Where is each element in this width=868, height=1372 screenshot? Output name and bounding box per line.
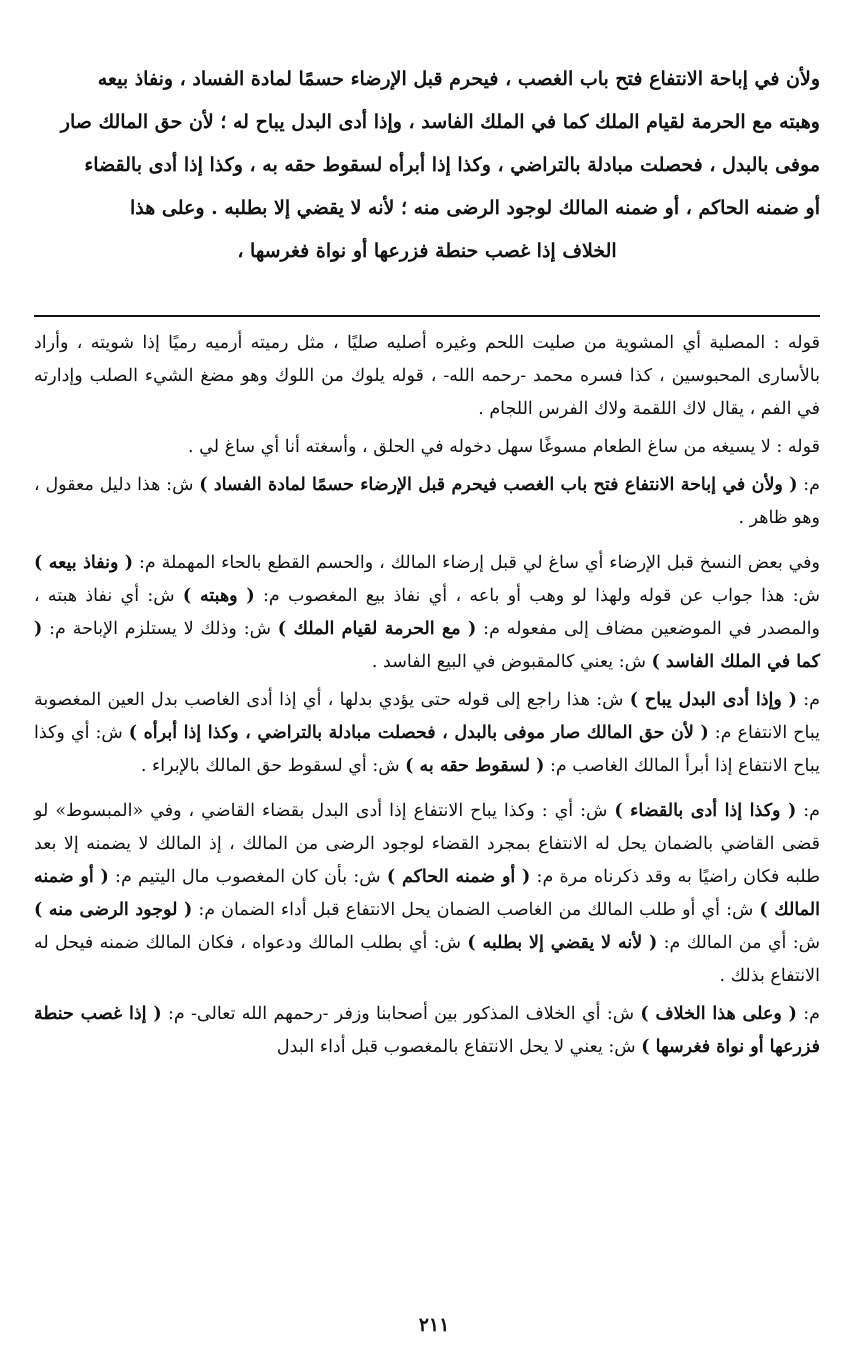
commentary-text: م: <box>797 475 821 495</box>
commentary-text: ش: أي وكذا يباح الانتفاع إذا أبرأ المالك الغاصب م: <box>34 723 820 776</box>
commentary-text: ش: أي الخلاف المذكور بين أصحابنا وزفر -رحمهم الله تعالى- م: <box>161 1004 641 1024</box>
main-text-block <box>34 58 820 273</box>
main-text-line: موفى بالبدل ، فحصلت مبادلة بالتراضي ، وكذا إذا أبرأه لسقوط حقه به ، وكذا إذا أدى بالقضاء <box>84 154 820 176</box>
matn-quote: ( وهبته ) <box>182 586 255 606</box>
commentary-paragraph <box>34 795 820 993</box>
commentary-paragraph <box>34 327 820 426</box>
commentary-paragraph <box>34 469 820 535</box>
matn-quote: ( أو ضمنه الحاكم ) <box>386 867 531 887</box>
commentary-block <box>34 327 820 1064</box>
commentary-text: م: <box>796 1004 820 1024</box>
commentary-text: ش: أي أو طلب المالك من الغاصب الضمان يحل الانتفاع قبل أداء الضمان م: <box>192 900 760 920</box>
matn-quote: ( لسقوط حقه به ) <box>405 756 545 776</box>
commentary-text: ش: أي نفاذ هبته ، والمصدر في الموضعين مضاف إلى مفعوله م: <box>34 586 820 639</box>
main-text-line: ولأن في إباحة الانتفاع فتح باب الغصب ، فيحرم قبل الإرضاء حسمًا لمادة الفساد ، ونفاذ بيعه <box>97 68 820 90</box>
commentary-text: ش: يعني كالمقبوض في البيع الفاسد . <box>371 652 652 672</box>
commentary-text: م: <box>796 690 820 710</box>
commentary-text: وفي بعض النسخ قبل الإرضاء أي ساغ لي قبل إرضاء المالك ، والحسم القطع بالحاء المهملة م: <box>133 553 820 573</box>
commentary-text: ش: وذلك لا يستلزم الإباحة م: <box>42 619 278 639</box>
commentary-text: ش: هذا جواب عن قوله ولهذا لو وهب أو باعه ، أي نفاذ بيع المغصوب م: <box>254 586 820 606</box>
commentary-text: قوله : لا يسيغه من ساغ الطعام مسوغًا سهل دخوله في الحلق ، وأسغته أنا أي ساغ لي . <box>188 437 820 457</box>
commentary-text: ش: بأن كان المغصوب مال اليتيم م: <box>108 867 387 887</box>
commentary-paragraph <box>34 547 820 679</box>
matn-quote: ( لوجود الرضى منه ) <box>34 900 193 920</box>
matn-quote: ( أو ضمنه المالك ) <box>34 867 820 920</box>
commentary-text: قوله : المصلية أي المشوية من صليت اللحم وغيره أصليه صليًا ، مثل رميته أرميه رميًا إذا شويته ، وأراد بالأسارى المحبوسين ، كذا فسره محمد -رحمه الله- ، قوله يلوك من اللوك وهو مضغ الشيء الصلب وإدارته في الفم ، يقال لاك اللقمة ولاك الفرس اللجام . <box>34 333 820 419</box>
matn-quote: ( لأن حق المالك صار موفى بالبدل ، فحصلت مبادلة بالتراضي ، وكذا إذا أبرأه ) <box>128 723 709 743</box>
matn-quote: ( وإذا أدى البدل يباح ) <box>629 690 797 710</box>
commentary-text: ش: أي بطلب المالك ودعواه ، فكان المالك ضمنه فيحل له الانتفاع بذلك . <box>34 933 820 986</box>
main-text-line: أو ضمنه الحاكم ، أو ضمنه المالك لوجود الرضى منه ؛ لأنه لا يقضي إلا بطلبه . وعلى هذا <box>129 197 820 219</box>
main-text-line: الخلاف إذا غصب حنطة فزرعها أو نواة فغرسها ، <box>237 240 617 262</box>
separator-rule <box>34 315 820 317</box>
main-text-line: وهبته مع الحرمة لقيام الملك كما في الملك الفاسد ، وإذا أدى البدل يباح له ؛ لأن حق المالك صار <box>60 111 820 133</box>
matn-quote: ( وعلى هذا الخلاف ) <box>640 1004 797 1024</box>
commentary-text: ش: أي لسقوط حق المالك بالإبراء . <box>140 756 406 776</box>
commentary-text: ش: أي من المالك م: <box>657 933 820 953</box>
matn-quote: ( إذا غصب حنطة فزرعها أو نواة فغرسها ) <box>34 1004 820 1057</box>
page-number: ٢١١ <box>418 1314 450 1336</box>
matn-quote: ( مع الحرمة لقيام الملك ) <box>277 619 477 639</box>
commentary-paragraph <box>34 431 820 464</box>
commentary-text: ش: أي : وكذا يباح الانتفاع إذا أدى البدل بقضاء القاضي ، وفي «المبسوط» لو قضى القاضي بالضمان يحل له الانتفاع بمجرد القضاء لوجود الرضى من المالك ، إذ المالك لا يضمنه إلا بعد طلبه فكان راضيًا به وقد ذكرناه مرة م: <box>34 801 821 887</box>
matn-quote: ( لأنه لا يقضي إلا بطلبه ) <box>467 933 658 953</box>
commentary-text: م: <box>796 801 821 821</box>
matn-quote: ( وكذا إذا أدى بالقضاء ) <box>614 801 797 821</box>
commentary-text: ش: هذا راجع إلى قوله حتى يؤدي بدلها ، أي إذا أدى الغاصب بدل العين المغصوبة يباح الانتفاع م: <box>34 690 821 743</box>
commentary-paragraph <box>34 998 820 1064</box>
commentary-text: ش: يعني لا يحل الانتفاع بالمغصوب قبل أداء البدل <box>276 1037 642 1057</box>
matn-quote: ( ولأن في إباحة الانتفاع فتح باب الغصب فيحرم قبل الإرضاء حسمًا لمادة الفساد ) <box>199 475 798 495</box>
commentary-text: ش: هذا دليل معقول ، وهو ظاهر . <box>34 475 820 528</box>
matn-quote: ( ونفاذ بيعه ) <box>34 553 134 573</box>
commentary-paragraph <box>34 684 820 783</box>
matn-quote: ( كما في الملك الفاسد ) <box>34 619 820 672</box>
